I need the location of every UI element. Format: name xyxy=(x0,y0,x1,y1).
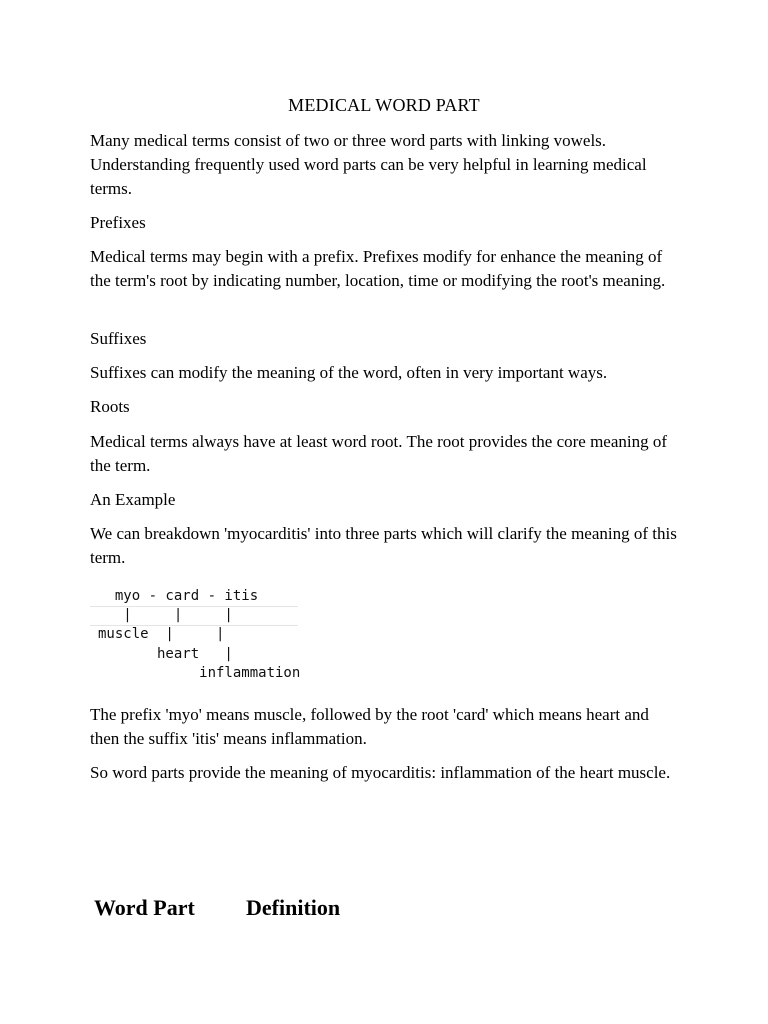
diagram-line: inflammation xyxy=(98,664,301,681)
example-heading: An Example xyxy=(90,490,176,509)
table-header-definition: Definition xyxy=(246,895,341,920)
prefixes-heading: Prefixes xyxy=(90,213,146,232)
diagram-line: muscle | | xyxy=(98,626,225,643)
myocarditis-breakdown-diagram xyxy=(90,583,301,685)
document-title: MEDICAL WORD PART xyxy=(288,95,480,115)
intro-paragraph: Many medical terms consist of two or three word parts with linking vowels. Understanding frequently used word parts can be very helpful in learning medical terms. xyxy=(90,131,647,198)
explanation-paragraph: The prefix 'myo' means muscle, followed by the root 'card' which means heart and then the suffix 'itis' means inflammation. xyxy=(90,705,649,748)
suffixes-paragraph: Suffixes can modify the meaning of the word, often in very important ways. xyxy=(90,363,608,382)
roots-heading: Roots xyxy=(90,397,130,416)
diagram-line: myo - card - itis xyxy=(98,588,259,604)
diagram-line: | | | xyxy=(98,607,233,624)
diagram-text xyxy=(98,587,300,683)
prefixes-paragraph: Medical terms may begin with a prefix. Prefixes modify for enhance the meaning of the term's root by indicating number, location, time or modifying the root's meaning. xyxy=(90,247,666,290)
conclusion-paragraph: So word parts provide the meaning of myocarditis: inflammation of the heart muscle. xyxy=(90,763,671,782)
diagram-line: heart | xyxy=(98,645,233,662)
roots-paragraph: Medical terms always have at least word root. The root provides the core meaning of the term. xyxy=(90,432,668,475)
example-paragraph: We can breakdown 'myocarditis' into three parts which will clarify the meaning of this term. xyxy=(90,524,677,567)
suffixes-heading: Suffixes xyxy=(90,329,147,348)
table-header-word-part: Word Part xyxy=(94,895,195,920)
